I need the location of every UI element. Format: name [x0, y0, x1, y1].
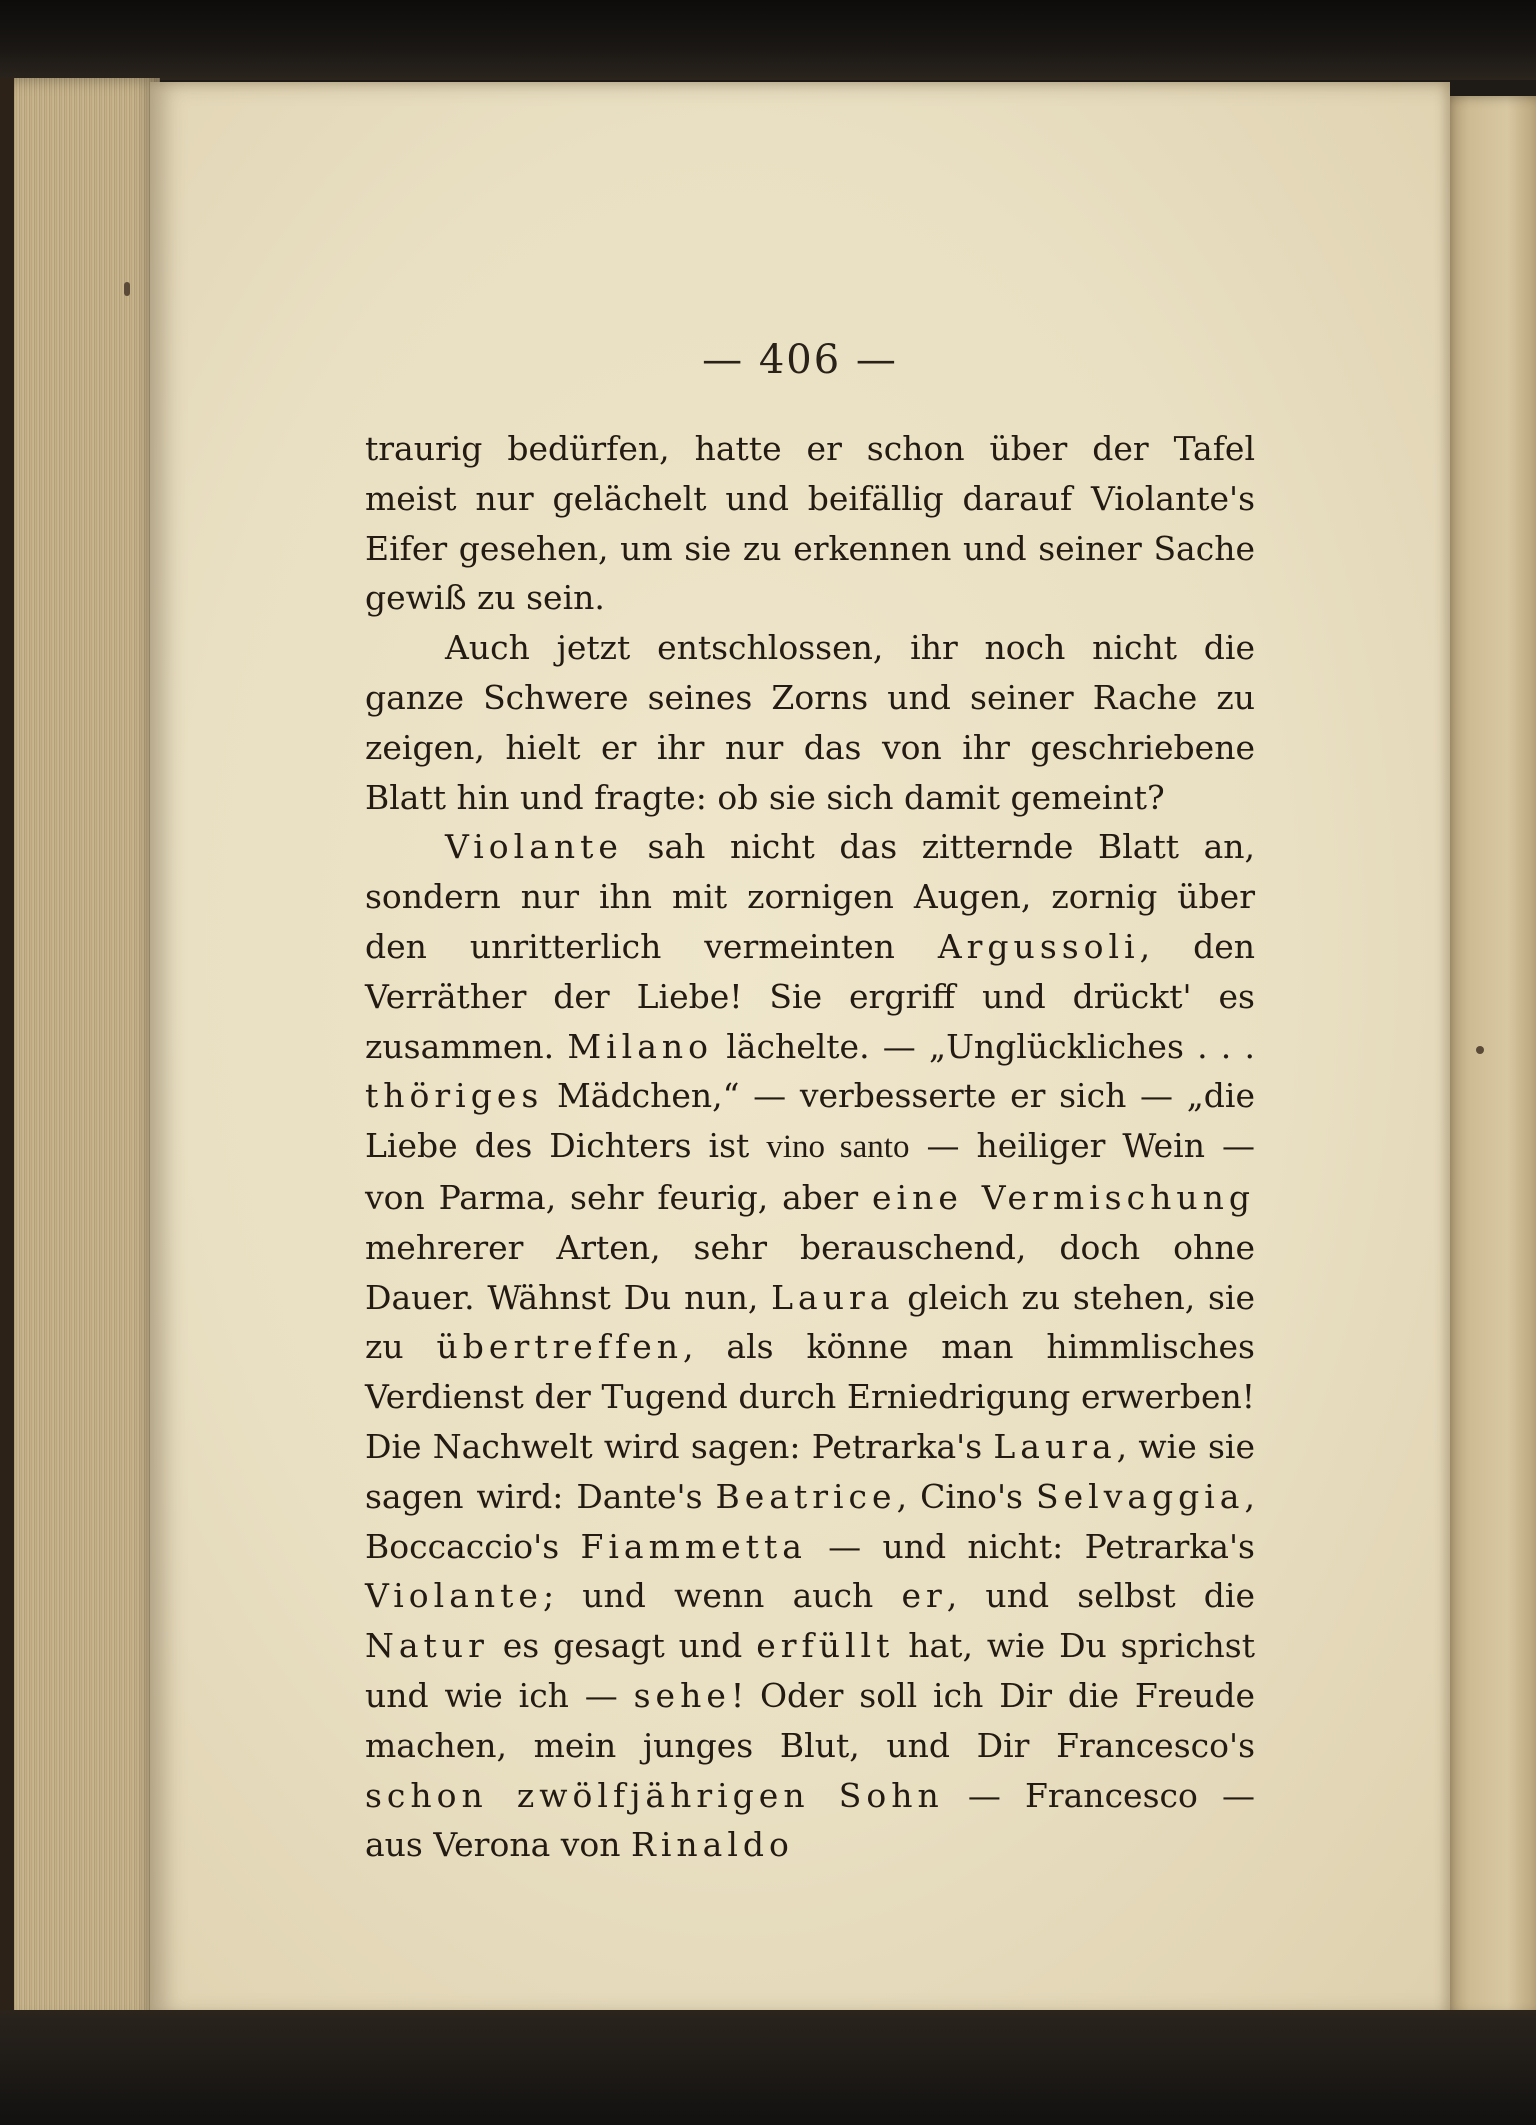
text-run: — Francesco — aus Verona von — [365, 1775, 1255, 1865]
emphasis-text: Laura — [993, 1426, 1117, 1466]
paragraph-2 — [365, 623, 1255, 822]
text-run: gleich zu stehen, sie zu — [365, 1277, 1255, 1367]
text-run: es gesagt und — [488, 1626, 757, 1666]
paragraph-1 — [365, 424, 1255, 623]
emphasis-text: Beatrice — [715, 1476, 897, 1516]
text-run: sah nicht das zitternde Blatt an, sondern nur ihn mit zornigen Augen, zornig über den unritterlich vermeinten — [365, 827, 1255, 966]
emphasis-text: er — [901, 1576, 947, 1616]
text-run: , Boccaccio's — [365, 1476, 1255, 1566]
text-run: , und selbst die — [946, 1576, 1256, 1616]
emphasis-text: vino santo — [766, 1129, 910, 1166]
emphasis-text: erfüllt — [756, 1626, 895, 1666]
emphasis-text: eine Vermischung — [872, 1177, 1255, 1217]
paragraph-3 — [365, 822, 1255, 1870]
text-run: traurig bedürfen, hatte er schon über der Tafel meist nur gelächelt und beifällig darauf Violante's Eifer gesehen, um sie zu erkennen und seiner Sache gewiß zu sein. — [365, 429, 1255, 618]
emphasis-text: thöriges — [365, 1076, 544, 1116]
emphasis-text: Violante — [445, 827, 623, 867]
text-run: Auch jetzt entschlossen, ihr noch nicht die ganze Schwere seines Zorns und seiner Rache zu zeigen, hielt er ihr nur das von ihr geschriebene Blatt hin und fragte: ob sie sich damit gemeint? — [365, 628, 1255, 817]
text-run: , Cino's — [896, 1476, 1036, 1516]
book-page — [150, 82, 1450, 2017]
text-run: mehrerer Arten, sehr berauschend, doch ohne Dauer. Wähnst Du nun, — [365, 1227, 1255, 1317]
page-number: — 406 — — [702, 337, 898, 383]
emphasis-text: Selvaggia — [1036, 1476, 1245, 1516]
emphasis-text: Laura — [771, 1277, 895, 1317]
book-cover-bottom — [0, 2010, 1536, 2125]
body-text — [365, 424, 1255, 1870]
speck-mark — [124, 282, 130, 296]
text-run: , als könne man himmlisches Verdienst der Tugend durch Erniedrigung erwerben! Die Nachwelt wird sagen: Petrarka's — [365, 1327, 1255, 1466]
book-cover-top — [0, 0, 1536, 80]
emphasis-text: Fiammetta — [580, 1526, 807, 1566]
text-run: — heiliger Wein — von Parma, sehr feurig, aber — [365, 1126, 1256, 1217]
facing-page-edge — [1440, 96, 1536, 2016]
emphasis-text: Violante — [365, 1576, 543, 1616]
emphasis-text: übertreffen — [436, 1327, 684, 1367]
text-run: Mädchen,“ — verbesserte er sich — „die Liebe des Dichters ist — [365, 1076, 1255, 1166]
text-run: — und nicht: Petrarka's — [806, 1526, 1255, 1566]
emphasis-text: schon zwölfjährigen Sohn — [365, 1775, 944, 1815]
book-cover-left — [0, 78, 14, 2023]
page-edges-left — [0, 78, 160, 2023]
text-run: lächelte. — „Unglückliches . . . — [713, 1026, 1255, 1066]
text-run: , wie sie sagen wird: Dante's — [365, 1426, 1255, 1516]
text-run: hat, wie Du sprichst und wie ich — — [365, 1626, 1255, 1715]
emphasis-text: Argussoli — [937, 926, 1140, 966]
emphasis-text: Natur — [365, 1626, 489, 1666]
emphasis-text: Rinaldo — [631, 1825, 794, 1865]
emphasis-text: Milano — [567, 1026, 714, 1066]
speck-mark — [1476, 1046, 1484, 1054]
text-run: , den Verräther der Liebe! Sie ergriff und drückt' es zusammen. — [365, 926, 1255, 1066]
text-run: ; und wenn auch — [542, 1576, 902, 1616]
text-run: ! Oder soll ich Dir die Freude machen, mein junges Blut, und Dir Francesco's — [365, 1675, 1255, 1765]
emphasis-text: sehe — [633, 1675, 731, 1715]
